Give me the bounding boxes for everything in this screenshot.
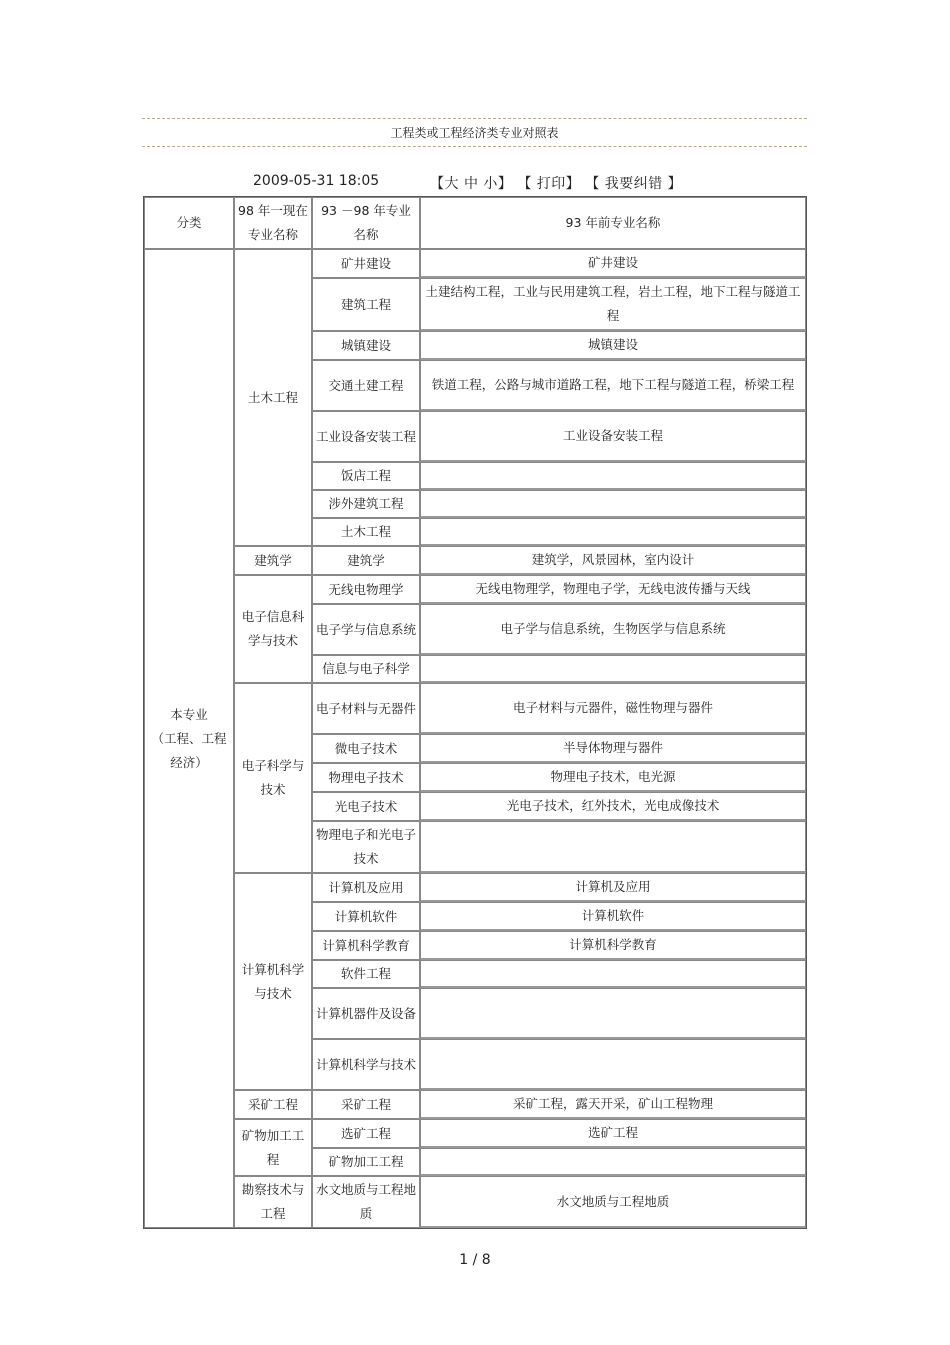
major-93-98-cell: 饭店工程 xyxy=(312,462,420,490)
publish-date: 2009-05-31 18:05 xyxy=(253,173,380,189)
major-pre-93-cell xyxy=(420,1148,806,1176)
major-93-98-cell: 物理电子和光电子技术 xyxy=(312,821,420,873)
current-major-cell: 建筑学 xyxy=(234,546,312,575)
major-pre-93-cell xyxy=(420,988,806,1039)
major-93-98-cell: 信息与电子科学 xyxy=(312,655,420,683)
major-pre-93-cell xyxy=(420,960,806,988)
major-pre-93-cell: 采矿工程，露天开采，矿山工程物理 xyxy=(420,1090,806,1119)
font-size-links[interactable]: 【大 中 小】 xyxy=(430,176,513,192)
current-major-cell: 采矿工程 xyxy=(234,1090,312,1119)
table-row xyxy=(144,873,806,902)
page-number: 1 / 8 xyxy=(459,1252,491,1268)
current-major-cell: 勘察技术与工程 xyxy=(234,1176,312,1228)
correction-link[interactable]: 【 我要纠错 】 xyxy=(585,176,683,192)
document-title: 工程类或工程经济类专业对照表 xyxy=(390,126,559,140)
major-pre-93-cell: 铁道工程，公路与城市道路工程，地下工程与隧道工程，桥梁工程 xyxy=(420,360,806,411)
category-cell: 本专业 （工程、工程经济） xyxy=(144,249,234,1228)
print-link[interactable]: 【 打印】 xyxy=(517,176,581,192)
major-93-98-cell: 电子材料与无器件 xyxy=(312,683,420,734)
major-pre-93-cell: 计算机及应用 xyxy=(420,873,806,902)
table-row xyxy=(144,575,806,604)
major-93-98-cell: 交通土建工程 xyxy=(312,360,420,411)
major-93-98-cell: 选矿工程 xyxy=(312,1119,420,1148)
major-pre-93-cell xyxy=(420,1039,806,1090)
title-dashed-rule xyxy=(142,146,807,147)
major-pre-93-cell: 电子学与信息系统，生物医学与信息系统 xyxy=(420,604,806,655)
major-93-98-cell: 光电子技术 xyxy=(312,792,420,821)
major-93-98-cell: 矿物加工工程 xyxy=(312,1148,420,1176)
major-93-98-cell: 建筑学 xyxy=(312,546,420,575)
table-row xyxy=(144,1119,806,1148)
major-pre-93-cell xyxy=(420,490,806,518)
major-93-98-cell: 土木工程 xyxy=(312,518,420,546)
header-current-major: 98 年一现在专业名称 xyxy=(234,197,312,249)
major-pre-93-cell: 无线电物理学，物理电子学，无线电波传播与天线 xyxy=(420,575,806,604)
major-pre-93-cell: 计算机科学教育 xyxy=(420,931,806,960)
major-comparison-table xyxy=(143,196,807,1229)
table-header-row xyxy=(144,197,806,249)
major-pre-93-cell xyxy=(420,821,806,873)
major-93-98-cell: 矿井建设 xyxy=(312,249,420,278)
table-row xyxy=(144,683,806,734)
major-93-98-cell: 城镇建设 xyxy=(312,331,420,360)
header-category: 分类 xyxy=(144,197,234,249)
major-93-98-cell: 计算机器件及设备 xyxy=(312,988,420,1039)
major-93-98-cell: 工业设备安装工程 xyxy=(312,411,420,462)
major-pre-93-cell xyxy=(420,655,806,683)
major-pre-93-cell: 矿井建设 xyxy=(420,249,806,278)
major-93-98-cell: 无线电物理学 xyxy=(312,575,420,604)
major-93-98-cell: 计算机科学教育 xyxy=(312,931,420,960)
major-93-98-cell: 计算机科学与技术 xyxy=(312,1039,420,1090)
top-dashed-rule xyxy=(142,118,807,119)
major-pre-93-cell: 工业设备安装工程 xyxy=(420,411,806,462)
table-row xyxy=(144,546,806,575)
major-pre-93-cell: 城镇建设 xyxy=(420,331,806,360)
major-pre-93-cell xyxy=(420,462,806,490)
major-pre-93-cell: 光电子技术，红外技术，光电成像技术 xyxy=(420,792,806,821)
major-93-98-cell: 物理电子技术 xyxy=(312,763,420,792)
major-93-98-cell: 电子学与信息系统 xyxy=(312,604,420,655)
major-pre-93-cell: 物理电子技术，电光源 xyxy=(420,763,806,792)
article-tools xyxy=(430,173,682,193)
current-major-cell: 计算机科学与技术 xyxy=(234,873,312,1090)
table-row xyxy=(144,1090,806,1119)
major-pre-93-cell: 半导体物理与器件 xyxy=(420,734,806,763)
header-pre-93-major: 93 年前专业名称 xyxy=(420,197,806,249)
header-93-98-major: 93 －98 年专业名称 xyxy=(312,197,420,249)
major-93-98-cell: 采矿工程 xyxy=(312,1090,420,1119)
major-93-98-cell: 建筑工程 xyxy=(312,278,420,331)
table-row xyxy=(144,1176,806,1228)
major-93-98-cell: 涉外建筑工程 xyxy=(312,490,420,518)
major-93-98-cell: 微电子技术 xyxy=(312,734,420,763)
current-major-cell: 矿物加工工程 xyxy=(234,1119,312,1176)
major-pre-93-cell xyxy=(420,518,806,546)
major-93-98-cell: 计算机软件 xyxy=(312,902,420,931)
major-pre-93-cell: 土建结构工程，工业与民用建筑工程，岩土工程，地下工程与隧道工程 xyxy=(420,278,806,331)
major-93-98-cell: 软件工程 xyxy=(312,960,420,988)
major-pre-93-cell: 水文地质与工程地质 xyxy=(420,1176,806,1228)
major-pre-93-cell: 计算机软件 xyxy=(420,902,806,931)
major-pre-93-cell: 建筑学，风景园林，室内设计 xyxy=(420,546,806,575)
major-93-98-cell: 水文地质与工程地质 xyxy=(312,1176,420,1228)
current-major-cell: 电子信息科学与技术 xyxy=(234,575,312,683)
major-93-98-cell: 计算机及应用 xyxy=(312,873,420,902)
current-major-cell: 电子科学与技术 xyxy=(234,683,312,873)
major-pre-93-cell: 电子材料与元器件，磁性物理与器件 xyxy=(420,683,806,734)
current-major-cell: 土木工程 xyxy=(234,249,312,546)
table-row xyxy=(144,249,806,278)
major-pre-93-cell: 选矿工程 xyxy=(420,1119,806,1148)
